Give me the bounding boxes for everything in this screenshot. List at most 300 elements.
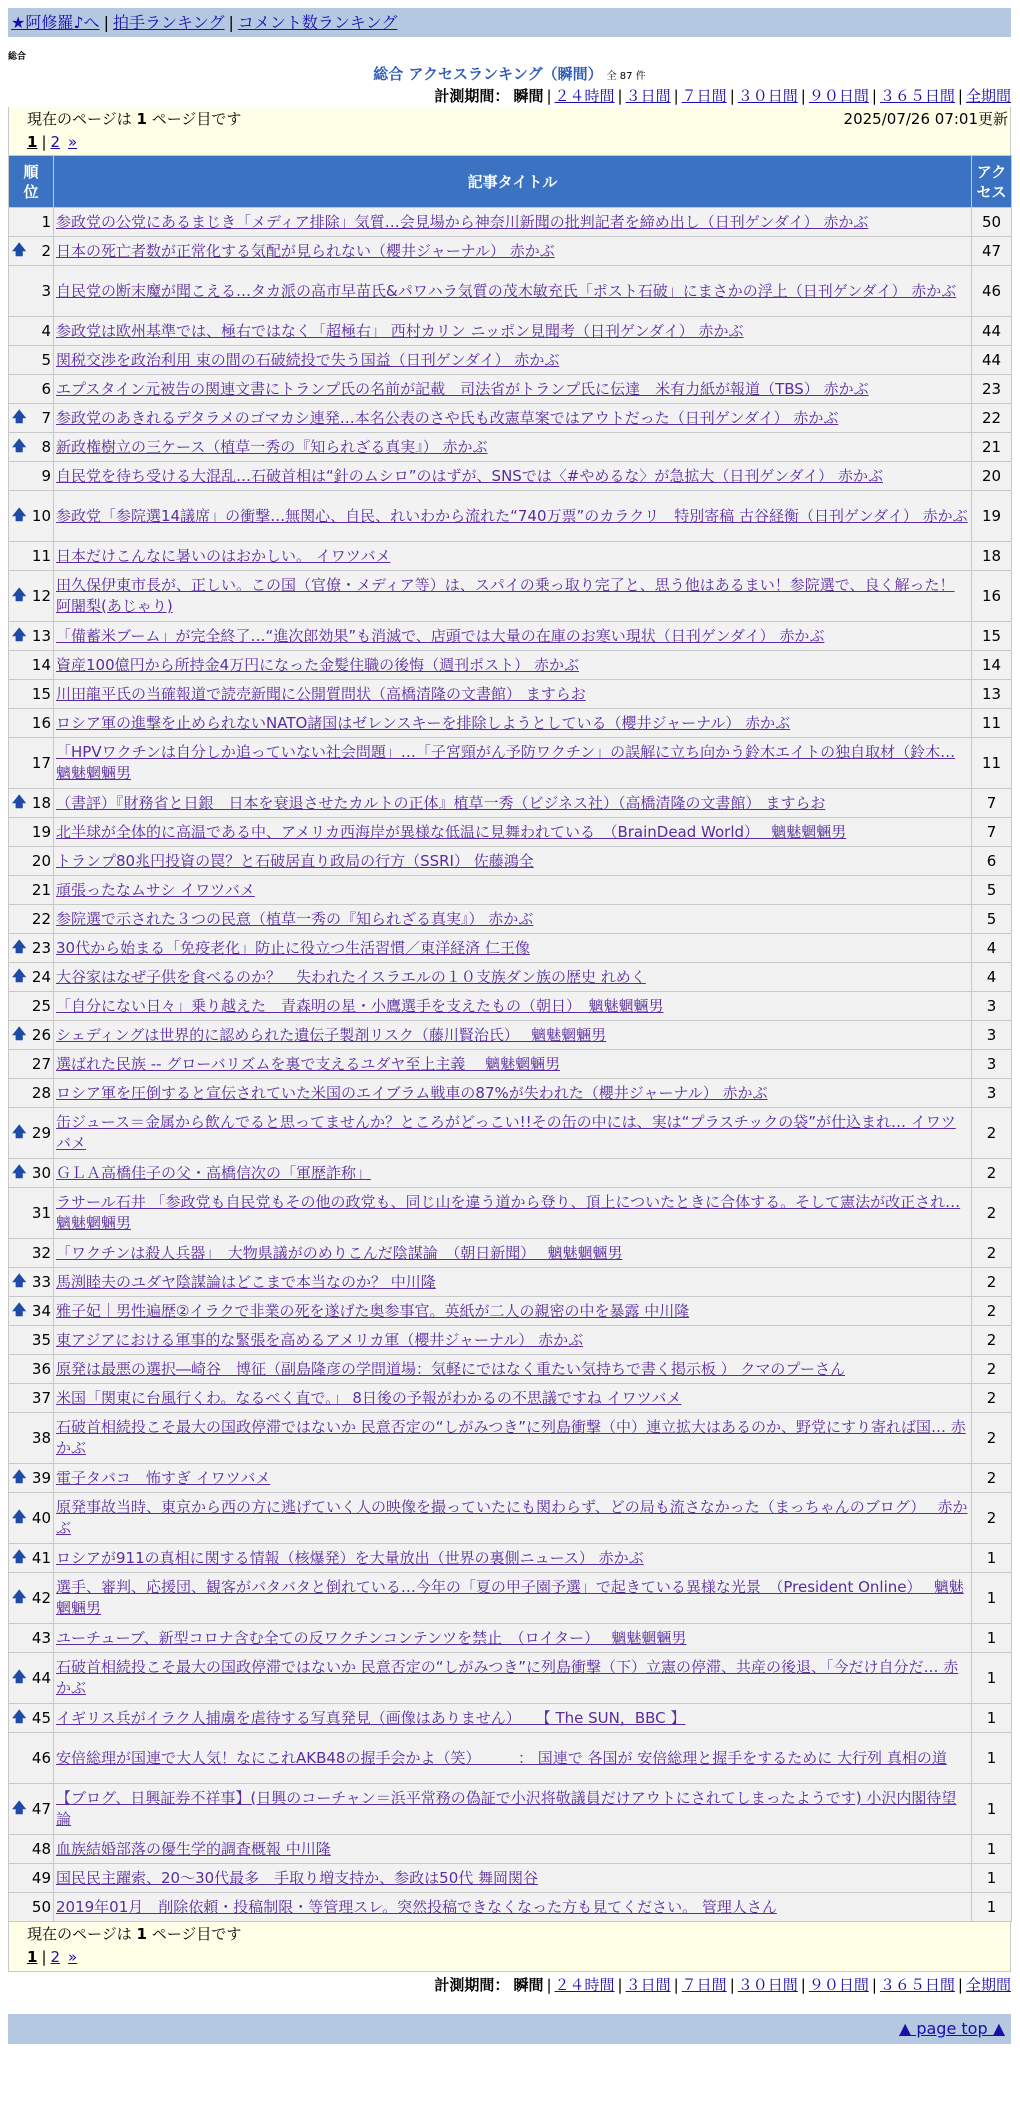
pager-bottom-page-1: 1 — [27, 1948, 38, 1966]
table-row — [9, 847, 1012, 876]
access-count: 13 — [972, 680, 1012, 709]
title-cell — [54, 1239, 972, 1268]
article-title-link[interactable]: ラサール石井 「参政党も自民党もその他の政党も、同じ山を違う道から登り、頂上についたときに合体する。そして憲法が改正され… 魑魅魍魎男 — [56, 1193, 961, 1232]
title-cell — [54, 542, 972, 571]
rank-cell — [9, 1384, 54, 1413]
header-count: アクセス — [972, 156, 1012, 208]
table-row — [9, 1544, 1012, 1573]
article-title-link[interactable]: 頑張ったなムサシ イワツバメ — [56, 880, 255, 899]
period-bottom-link-30d[interactable]: ３０日間 — [737, 1976, 798, 1994]
article-title-link[interactable]: ロシア軍の進撃を止められないNATO諸国はゼレンスキーを排除しようとしている（櫻井ジャーナル） 赤かぶ — [56, 713, 791, 732]
rank-number: 14 — [31, 655, 51, 674]
table-row — [9, 1835, 1012, 1864]
article-title-link[interactable]: 自民党を待ち受ける大混乱…石破首相は“針のムシロ”のはずが、SNSでは〈#やめるな〉が急拡大（日刊ゲンダイ） 赤かぶ — [56, 466, 883, 485]
rank-number: 18 — [31, 793, 51, 812]
article-title-link[interactable]: 安倍総理が国連で大人気！なにこれAKB48の握手会かよ（笑） ： 国連で 各国が 安倍総理と握手をするために 大行列 真相の道 — [56, 1748, 947, 1767]
table-row — [9, 237, 1012, 266]
title-cell — [54, 1079, 972, 1108]
period-link-3d[interactable]: ３日間 — [625, 87, 671, 105]
article-title-link[interactable]: シェディングは世界的に認められた遺伝子製剤リスク（藤川賢治氏） 魑魅魍魎男 — [56, 1025, 607, 1044]
title-cell — [54, 738, 972, 789]
table-row — [9, 934, 1012, 963]
period-link-all[interactable]: 全期間 — [965, 87, 1011, 105]
rank-cell — [9, 237, 54, 266]
rank-number: 10 — [31, 506, 51, 525]
rank-cell — [9, 680, 54, 709]
rank-number: 24 — [31, 967, 51, 986]
rank-number: 17 — [31, 753, 51, 772]
up-arrow-icon: 🡅 — [12, 1509, 27, 1526]
article-title-link[interactable]: （書評）『財務省と日銀 日本を衰退させたカルトの正体』植草一秀（ビジネス社）（高橋清隆の文書館） ますらお — [56, 793, 826, 812]
article-title-link[interactable]: 田久保伊東市長が、正しい。この国（官僚・メディア等）は、スパイの乗っ取り完了と、思う他はあるまい！参院選で、良く解った！ 阿闍梨(あじゃり) — [56, 576, 955, 615]
access-count: 1 — [972, 1544, 1012, 1573]
article-title-link[interactable]: 日本の死亡者数が正常化する気配が見られない（櫻井ジャーナル） 赤かぶ — [56, 241, 555, 260]
up-arrow-icon: 🡅 — [12, 968, 27, 985]
rank-cell — [9, 462, 54, 491]
nav-link-ashura[interactable]: ★阿修羅♪へ — [11, 13, 100, 32]
access-count: 4 — [972, 934, 1012, 963]
article-title-link[interactable]: 石破首相続投こそ最大の国政停滞ではないか 民意否定の“しがみつき”に列島衝撃（中）連立拡大はあるのか、野党にすり寄れば国… 赤かぶ — [56, 1418, 966, 1457]
access-count: 4 — [972, 963, 1012, 992]
title-cell — [54, 317, 972, 346]
up-arrow-icon: 🡅 — [12, 1469, 27, 1486]
title-cell — [54, 208, 972, 237]
period-selector: 計測期間： 瞬間 | ２４時間 | ３日間 | ７日間 | ３０日間 | ９０日間 | ３６５日間 | 全期間 — [434, 87, 1011, 105]
access-count: 1 — [972, 1704, 1012, 1733]
rank-number: 28 — [31, 1083, 51, 1102]
title-cell — [54, 992, 972, 1021]
title-cell — [54, 651, 972, 680]
up-arrow-icon: 🡅 — [12, 1549, 27, 1566]
current-page-text: 現在のページは 1 ページ目です — [27, 110, 242, 128]
table-row — [9, 1268, 1012, 1297]
rank-number: 36 — [31, 1359, 51, 1378]
rank-cell — [9, 1239, 54, 1268]
title-cell — [54, 818, 972, 847]
title-cell — [54, 1384, 972, 1413]
table-row — [9, 1733, 1012, 1784]
rank-number: 7 — [41, 408, 51, 427]
article-title-link[interactable]: 参政党は欧州基準では、極右ではなく「超極右」 西村カリン ニッポン見聞考（日刊ゲンダイ） 赤かぶ — [56, 321, 744, 340]
table-row — [9, 542, 1012, 571]
table-row — [9, 208, 1012, 237]
rank-number: 30 — [31, 1163, 51, 1182]
rank-number: 50 — [31, 1897, 51, 1916]
rank-cell — [9, 1297, 54, 1326]
rank-number: 3 — [41, 281, 51, 300]
up-arrow-icon: 🡅 — [12, 627, 27, 644]
table-row — [9, 1493, 1012, 1544]
table-row — [9, 266, 1012, 317]
article-title-link[interactable]: 2019年01月 削除依頼・投稿制限・等管理スレ。突然投稿できなくなった方も見てください。 管理人さん — [56, 1897, 777, 1916]
table-row — [9, 622, 1012, 651]
footer-bar — [8, 2014, 1011, 2044]
rank-cell — [9, 1544, 54, 1573]
rank-cell — [9, 992, 54, 1021]
table-row — [9, 1021, 1012, 1050]
article-title-link[interactable]: 川田龍平氏の当確報道で読売新聞に公開質問状（高橋清隆の文書館） ますらお — [56, 684, 586, 703]
table-row — [9, 1239, 1012, 1268]
table-row — [9, 1384, 1012, 1413]
article-title-link[interactable]: 「HPVワクチンは自分しか追っていない社会問題」…「子宮頸がん予防ワクチン」の誤解に立ち向かう鈴木エイトの独自取材（鈴木… 魑魅魍魎男 — [56, 743, 956, 782]
article-title-link[interactable]: ロシアが911の真相に関する情報（核爆発）を大量放出（世界の裏側ニュース） 赤かぶ — [56, 1548, 644, 1567]
rank-number: 11 — [31, 546, 51, 565]
access-count: 1 — [972, 1864, 1012, 1893]
title-cell — [54, 1864, 972, 1893]
article-title-link[interactable]: 原発は最悪の選択―崎谷 博征（副島隆彦の学問道場：気軽にではなく重たい気持ちで書く掲示板 ） クマのプーさん — [56, 1359, 845, 1378]
table-row — [9, 462, 1012, 491]
title-cell — [54, 1108, 972, 1159]
article-title-link[interactable]: 【ブログ、日興証券不祥事】(日興のコーチャン＝浜平常務の偽証で小沢将敬議員だけアウトにされてしまったようです) 小沢内閣待望論 — [56, 1789, 957, 1828]
rank-number: 12 — [31, 586, 51, 605]
period-bottom-link-all[interactable]: 全期間 — [965, 1976, 1011, 1994]
rank-cell — [9, 905, 54, 934]
table-row — [9, 1326, 1012, 1355]
access-count: 11 — [972, 709, 1012, 738]
pager-next[interactable]: » — [68, 133, 78, 151]
rank-cell — [9, 651, 54, 680]
title-cell — [54, 1704, 972, 1733]
title-cell — [54, 680, 972, 709]
period-link-365d[interactable]: ３６５日間 — [879, 87, 955, 105]
rank-number: 38 — [31, 1428, 51, 1447]
up-arrow-icon: 🡅 — [12, 1273, 27, 1290]
title-cell — [54, 1326, 972, 1355]
table-row — [9, 317, 1012, 346]
rank-cell — [9, 1493, 54, 1544]
up-arrow-icon: 🡅 — [12, 409, 27, 426]
table-row — [9, 1297, 1012, 1326]
rank-number: 31 — [31, 1203, 51, 1222]
title-cell — [54, 266, 972, 317]
rank-number: 21 — [31, 880, 51, 899]
article-title-link[interactable]: 「ワクチンは殺人兵器」 大物県議がのめりこんだ陰謀論 （朝日新聞） 魑魅魍魎男 — [56, 1243, 623, 1262]
rank-number: 19 — [31, 822, 51, 841]
period-link-30d[interactable]: ３０日間 — [737, 87, 798, 105]
article-title-link[interactable]: 「備蓄米ブーム」が完全終了…“進次郎効果”も消滅で、店頭では大量の在庫のお寒い現状（日刊ゲンダイ） 赤かぶ — [56, 626, 825, 645]
access-count: 46 — [972, 266, 1012, 317]
access-count: 3 — [972, 1079, 1012, 1108]
rank-number: 35 — [31, 1330, 51, 1349]
total-count: 全 87 件 — [606, 71, 646, 82]
nav-link-comment-ranking[interactable]: コメント数ランキング — [237, 13, 398, 32]
period-bottom-link-24h[interactable]: ２４時間 — [554, 1976, 615, 1994]
title-cell — [54, 1050, 972, 1079]
access-count: 1 — [972, 1573, 1012, 1624]
access-count: 11 — [972, 738, 1012, 789]
up-arrow-icon: 🡅 — [12, 1800, 27, 1817]
access-count: 2 — [972, 1326, 1012, 1355]
access-count: 47 — [972, 237, 1012, 266]
table-row — [9, 709, 1012, 738]
access-count: 44 — [972, 346, 1012, 375]
article-title-link[interactable]: 参政党の公党にあるまじき「メディア排除」気質…会見場から神奈川新聞の批判記者を締め出し（日刊ゲンダイ） 赤かぶ — [56, 212, 869, 231]
title-cell — [54, 1624, 972, 1653]
rank-number: 20 — [31, 851, 51, 870]
up-arrow-icon: 🡅 — [12, 507, 27, 524]
rank-number: 13 — [31, 626, 51, 645]
period-link-7d[interactable]: ７日間 — [681, 87, 727, 105]
rank-cell — [9, 818, 54, 847]
table-row — [9, 1355, 1012, 1384]
title-cell — [54, 1573, 972, 1624]
access-count: 3 — [972, 1021, 1012, 1050]
pager-page-1: 1 — [27, 133, 38, 151]
rank-number: 45 — [31, 1708, 51, 1727]
table-row — [9, 1653, 1012, 1704]
rank-cell — [9, 934, 54, 963]
rank-number: 15 — [31, 684, 51, 703]
article-title-link[interactable]: 関税交渉を政治利用 束の間の石破続投で失う国益（日刊ゲンダイ） 赤かぶ — [56, 350, 560, 369]
up-arrow-icon: 🡅 — [12, 1709, 27, 1726]
table-row — [9, 1159, 1012, 1188]
access-count: 1 — [972, 1893, 1012, 1922]
title-cell — [54, 462, 972, 491]
period-bottom-link-365d[interactable]: ３６５日間 — [879, 1976, 955, 1994]
table-row — [9, 1464, 1012, 1493]
period-link-24h[interactable]: ２４時間 — [554, 87, 615, 105]
up-arrow-icon: 🡅 — [12, 1302, 27, 1319]
updated-timestamp: 2025/07/26 07:01更新 — [843, 110, 1008, 128]
article-title-link[interactable]: 参院選で示された３つの民意（植草一秀の『知られざる真実』） 赤かぶ — [56, 909, 534, 928]
page-title-text: 総合 アクセスランキング（瞬間） — [373, 65, 603, 83]
rank-cell — [9, 404, 54, 433]
rank-number: 23 — [31, 938, 51, 957]
access-count: 2 — [972, 1464, 1012, 1493]
access-count: 44 — [972, 317, 1012, 346]
rank-number: 40 — [31, 1508, 51, 1527]
article-title-link[interactable]: 米国「関東に台風行くわ。なるべく直で。」 8日後の予報がわかるの不思議ですね イワツバメ — [56, 1388, 682, 1407]
access-count: 2 — [972, 1239, 1012, 1268]
access-count: 1 — [972, 1733, 1012, 1784]
article-title-link[interactable]: 東アジアにおける軍事的な緊張を高めるアメリカ軍（櫻井ジャーナル） 赤かぶ — [56, 1330, 584, 1349]
access-count: 21 — [972, 433, 1012, 462]
title-cell — [54, 1835, 972, 1864]
article-title-link[interactable]: 選手、審判、応援団、観客がバタバタと倒れている…今年の「夏の甲子園予選」で起きている異様な光景 （President Online） 魑魅魍魎男 — [56, 1578, 964, 1617]
table-header-row — [9, 156, 1012, 208]
article-title-link[interactable]: トランプ80兆円投資の罠？と石破居直り政局の行方（SSRI） 佐藤鴻全 — [56, 851, 534, 870]
access-count: 1 — [972, 1653, 1012, 1704]
rank-number: 42 — [31, 1588, 51, 1607]
page-top-link[interactable]: ▲ page top ▲ — [898, 2019, 1005, 2038]
header-rank: 順位 — [9, 156, 54, 208]
article-title-link[interactable]: 電子タバコ 怖すぎ イワツバメ — [56, 1468, 271, 1487]
table-row — [9, 1893, 1012, 1922]
up-arrow-icon: 🡅 — [12, 1589, 27, 1606]
rank-number: 22 — [31, 909, 51, 928]
pager-bottom-page-2[interactable]: 2 — [50, 1948, 61, 1966]
article-title-link[interactable]: 北半球が全体的に高温である中、アメリカ西海岸が異様な低温に見舞われている （BrainDead World） 魑魅魍魎男 — [56, 822, 847, 841]
rank-number: 2 — [41, 241, 51, 260]
article-title-link[interactable]: 新政権樹立の三ケース（植草一秀の『知られざる真実』） 赤かぶ — [56, 437, 488, 456]
rank-cell — [9, 266, 54, 317]
rank-cell — [9, 1413, 54, 1464]
article-title-link[interactable]: イギリス兵がイラク人捕虜を虐待する写真発見（画像はありません） 【 The SUN，BBC 】 — [56, 1708, 686, 1727]
article-title-link[interactable]: エプスタイン元被告の関連文書にトランプ氏の名前が記載 司法省がトランプ氏に伝達 米有力紙が報道（TBS） 赤かぶ — [56, 379, 869, 398]
title-cell — [54, 905, 972, 934]
rank-number: 8 — [41, 437, 51, 456]
rank-cell — [9, 1355, 54, 1384]
rank-cell — [9, 1050, 54, 1079]
rank-cell — [9, 738, 54, 789]
rank-cell — [9, 963, 54, 992]
access-count: 6 — [972, 847, 1012, 876]
up-arrow-icon: 🡅 — [12, 1164, 27, 1181]
access-count: 50 — [972, 208, 1012, 237]
title-cell — [54, 433, 972, 462]
up-arrow-icon: 🡅 — [12, 1124, 27, 1141]
access-count: 19 — [972, 491, 1012, 542]
table-row — [9, 1784, 1012, 1835]
title-cell — [54, 237, 972, 266]
table-row — [9, 818, 1012, 847]
article-title-link[interactable]: 選ばれた民族 -- グローバリズムを裏で支えるユダヤ至上主義 魑魅魍魎男 — [56, 1054, 561, 1073]
access-count: 5 — [972, 905, 1012, 934]
title-cell — [54, 1297, 972, 1326]
rank-cell — [9, 542, 54, 571]
title-cell — [54, 934, 972, 963]
table-row — [9, 491, 1012, 542]
period-bottom-link-90d[interactable]: ９０日間 — [808, 1976, 869, 1994]
rank-cell — [9, 571, 54, 622]
rank-cell — [9, 1268, 54, 1297]
period-bottom-link-3d[interactable]: ３日間 — [625, 1976, 671, 1994]
rank-cell — [9, 876, 54, 905]
article-title-link[interactable]: 缶ジュース＝金属から飲んでると思ってませんか？ところがどっこい!!その缶の中には、実は“プラスチックの袋”が仕込まれ… イワツバメ — [56, 1113, 956, 1152]
category-label: 総合 — [8, 52, 27, 62]
rank-cell — [9, 346, 54, 375]
article-title-link[interactable]: 血族結婚部落の優生学的調査概報 中川隆 — [56, 1839, 331, 1858]
rank-number: 25 — [31, 996, 51, 1015]
article-title-link[interactable]: 原発事故当時、東京から西の方に逃げていく人の映像を撮っていたにも関わらず、どの局も流さなかった（まっちゃんのブログ） 赤かぶ — [56, 1498, 968, 1537]
article-title-link[interactable]: 自民党の断末魔が聞こえる…タカ派の高市早苗氏&パワハラ気質の茂木敏充氏「ポスト石破」にまさかの浮上（日刊ゲンダイ） 赤かぶ — [56, 281, 957, 300]
title-cell — [54, 1413, 972, 1464]
article-title-link[interactable]: ＧＬＡ高橋佳子の父・高橋信次の「軍歴詐称」 — [56, 1163, 372, 1182]
table-row — [9, 1704, 1012, 1733]
pager-bottom-next[interactable]: » — [68, 1948, 78, 1966]
rank-cell — [9, 1159, 54, 1188]
title-cell — [54, 1268, 972, 1297]
article-title-link[interactable]: 大谷家はなぜ子供を食べるのか？ 失われたイスラエルの１０支族ダン族の歴史 れめく — [56, 967, 646, 986]
table-row — [9, 738, 1012, 789]
title-cell — [54, 571, 972, 622]
rank-number: 44 — [31, 1668, 51, 1687]
article-title-link[interactable]: 参政党「参院選14議席」の衝撃…無関心、自民、れいわから流れた“740万票”のカラクリ 特別寄稿 古谷経衡（日刊ゲンダイ） 赤かぶ — [56, 506, 968, 525]
rank-number: 46 — [31, 1748, 51, 1767]
title-cell — [54, 1784, 972, 1835]
up-arrow-icon: 🡅 — [12, 939, 27, 956]
up-arrow-icon: 🡅 — [12, 587, 27, 604]
period-link-90d[interactable]: ９０日間 — [808, 87, 869, 105]
table-row — [9, 571, 1012, 622]
article-title-link[interactable]: 雅子妃｜男性遍歴②イラクで非業の死を遂げた奥参事官。英紙が二人の親密の中を暴露 中川隆 — [56, 1301, 690, 1320]
rank-cell — [9, 1835, 54, 1864]
rank-cell — [9, 1326, 54, 1355]
rank-cell — [9, 317, 54, 346]
period-label: 計測期間： — [434, 87, 510, 105]
table-row — [9, 1573, 1012, 1624]
rank-cell — [9, 1021, 54, 1050]
title-cell — [54, 1159, 972, 1188]
article-title-link[interactable]: 国民民主躍索、20～30代最多 手取り増支持か、参政は50代 舞岡関谷 — [56, 1868, 539, 1887]
article-title-link[interactable]: ユーチューブ、新型コロナ含む全ての反ワクチンコンテンツを禁止 （ロイター） 魑魅魍魎男 — [56, 1628, 687, 1647]
pager-top: 現在のページは 1 ページ目です 2025/07/26 07:01更新 1 | 2 » — [8, 107, 1011, 155]
rank-cell — [9, 1704, 54, 1733]
rank-cell — [9, 375, 54, 404]
access-count: 14 — [972, 651, 1012, 680]
title-cell — [54, 1464, 972, 1493]
access-count: 2 — [972, 1413, 1012, 1464]
article-title-link[interactable]: ロシア軍を圧倒すると宣伝されていた米国のエイブラム戦車の87%が失われた（櫻井ジャーナル） 赤かぶ — [56, 1083, 768, 1102]
pager-page-2[interactable]: 2 — [50, 133, 61, 151]
access-count: 7 — [972, 818, 1012, 847]
table-row — [9, 1050, 1012, 1079]
title-cell — [54, 709, 972, 738]
rank-number: 47 — [31, 1799, 51, 1818]
article-title-link[interactable]: 「自分にない日々」乗り越えた 青森明の星・小鷹選手を支えたもの（朝日） 魑魅魍魎男 — [56, 996, 664, 1015]
table-row — [9, 992, 1012, 1021]
rank-number: 1 — [41, 212, 51, 231]
rank-cell — [9, 1733, 54, 1784]
article-title-link[interactable]: 馬渕睦夫のユダヤ陰謀論はどこまで本当なのか？ 中川隆 — [56, 1272, 436, 1291]
title-cell — [54, 789, 972, 818]
table-row — [9, 346, 1012, 375]
rank-cell — [9, 1864, 54, 1893]
rank-cell — [9, 847, 54, 876]
rank-cell — [9, 1624, 54, 1653]
rank-number: 32 — [31, 1243, 51, 1262]
nav-separator: | — [103, 13, 109, 32]
access-count: 16 — [972, 571, 1012, 622]
ranking-body — [9, 208, 1012, 1922]
up-arrow-icon: 🡅 — [12, 242, 27, 259]
access-count: 5 — [972, 876, 1012, 905]
up-arrow-icon: 🡅 — [12, 794, 27, 811]
rank-number: 39 — [31, 1468, 51, 1487]
table-row — [9, 1864, 1012, 1893]
rank-cell — [9, 1784, 54, 1835]
period-bottom-link-7d[interactable]: ７日間 — [681, 1976, 727, 1994]
rank-cell — [9, 1573, 54, 1624]
table-row — [9, 680, 1012, 709]
rank-number: 5 — [41, 350, 51, 369]
rank-cell — [9, 491, 54, 542]
rank-number: 4 — [41, 321, 51, 340]
access-count: 1 — [972, 1835, 1012, 1864]
article-title-link[interactable]: 参政党のあきれるデタラメのゴマカシ連発…本名公表のさや氏も改憲草案ではアウトだった（日刊ゲンダイ） 赤かぶ — [56, 408, 839, 427]
access-count: 3 — [972, 1050, 1012, 1079]
article-title-link[interactable]: 石破首相続投こそ最大の国政停滞ではないか 民意否定の“しがみつき”に列島衝撃（下）立憲の停滞、共産の後退、「今だけ自分だ… 赤かぶ — [56, 1658, 959, 1697]
access-count: 2 — [972, 1159, 1012, 1188]
rank-cell — [9, 1653, 54, 1704]
title-cell — [54, 1544, 972, 1573]
rank-cell — [9, 433, 54, 462]
title-cell — [54, 1355, 972, 1384]
top-nav-bar — [8, 8, 1011, 37]
nav-link-clap-ranking[interactable]: 拍手ランキング — [112, 13, 225, 32]
rank-cell — [9, 1893, 54, 1922]
article-title-link[interactable]: 日本だけこんなに暑いのはおかしい。 イワツバメ — [56, 546, 391, 565]
title-cell — [54, 346, 972, 375]
article-title-link[interactable]: 資産100億円から所持金4万円になった金髪住職の後悔（週刊ポスト） 赤かぶ — [56, 655, 579, 674]
access-count: 2 — [972, 1355, 1012, 1384]
article-title-link[interactable]: 30代から始まる「免疫老化」防止に役立つ生活習慣／東洋経済 仁王像 — [56, 938, 530, 957]
title-cell — [54, 1893, 972, 1922]
table-row — [9, 963, 1012, 992]
access-count: 23 — [972, 375, 1012, 404]
rank-cell — [9, 208, 54, 237]
access-count: 2 — [972, 1297, 1012, 1326]
